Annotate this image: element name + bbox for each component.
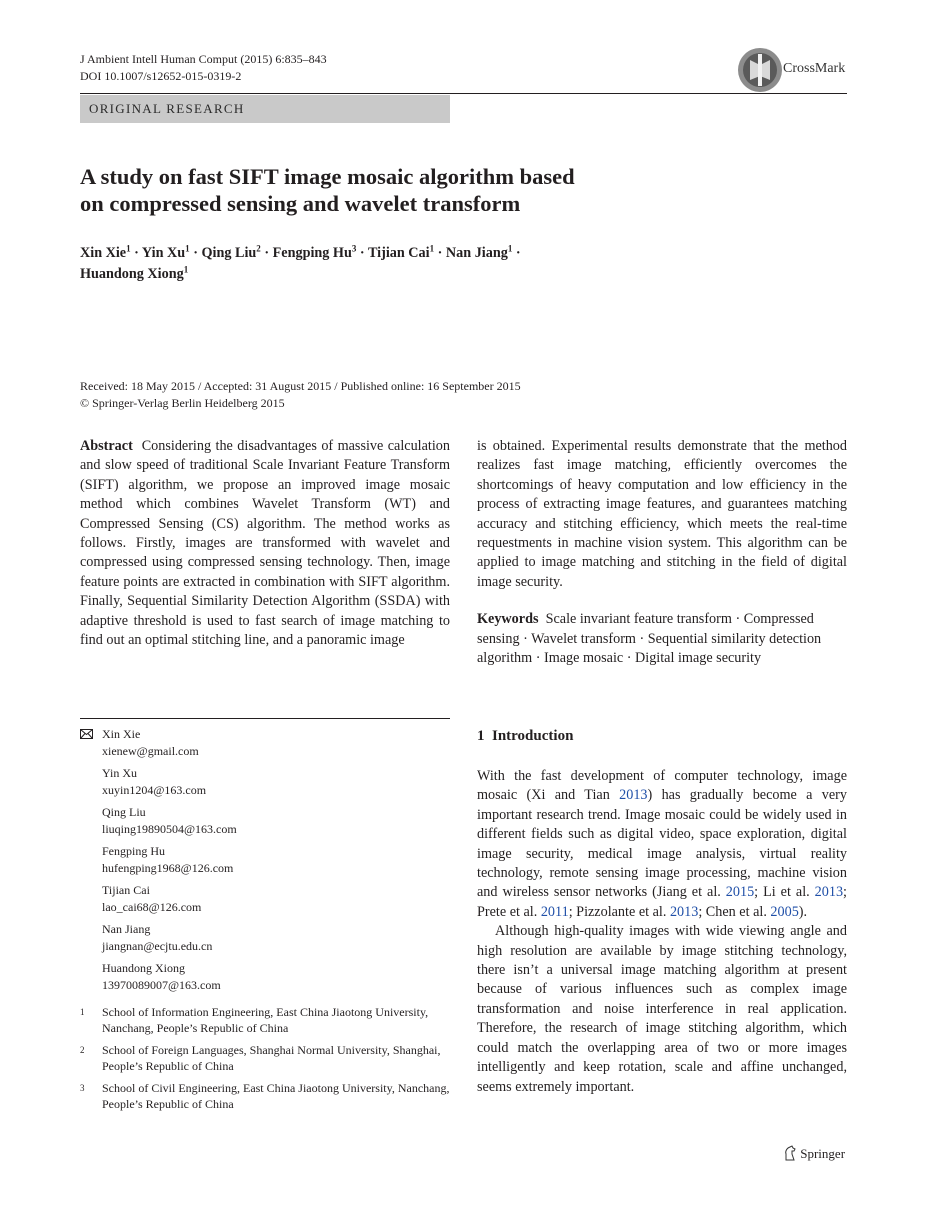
author-name: Qing Liu (201, 245, 257, 261)
citation-link[interactable]: 2015 (725, 884, 755, 901)
contact-email[interactable]: xuyin1204@163.com (102, 783, 207, 797)
doi[interactable]: DOI 10.1007/s12652-015-0319-2 (80, 69, 242, 83)
abstract-right-column (477, 437, 847, 668)
author[interactable] (368, 245, 434, 261)
keyword: Scale invariant feature transform (545, 611, 732, 628)
keywords-label: Keywords (477, 611, 539, 628)
affiliation-marker: 1 (183, 264, 189, 275)
contact-entry (80, 843, 450, 877)
author-separator: · (130, 245, 142, 261)
author-name: Tijian Cai (367, 245, 430, 261)
section-label: ORIGINAL RESEARCH (89, 101, 245, 116)
section-number: 1 (477, 728, 485, 744)
publication-dates (80, 378, 680, 412)
introduction-body (477, 767, 847, 1097)
contact-entry (80, 726, 450, 760)
contact-email[interactable]: liuqing19890504@163.com (102, 822, 237, 836)
envelope-icon (80, 729, 93, 739)
affiliation-marker: 3 (351, 243, 357, 254)
paragraph: Although high-quality images with wide viewing angle and high resolution are available by image stitching technology, there isn’t a universal image matching algorithm at present because of various influences such as complex image transformation and noise interference in real application. Therefore, the research of image stitching algorithm, which could match the overlapping area of two or more images intelligently and keep rotation, scale and affine unchanged, seems extremely important. (477, 923, 847, 1095)
affiliation-marker: 2 (256, 243, 261, 254)
contact-name: Nan Jiang (102, 922, 151, 936)
affiliation-marker: 1 (126, 243, 131, 254)
contact-name: Tijian Cai (102, 883, 150, 897)
keyword-separator: · (519, 630, 532, 647)
author-name: Yin Xu (141, 245, 186, 261)
affiliation-entry (80, 1042, 450, 1074)
contact-entry (80, 882, 450, 916)
section-title: Introduction (492, 728, 574, 744)
affiliation-text: School of Foreign Languages, Shanghai Normal University, Shanghai, People’s Republic of China (102, 1043, 441, 1073)
abstract-text: Considering the disadvantages of massive calculation and slow speed of traditional Scale Invariant Feature Transform (SIFT) algorithm, we propose an improved image mosaic method which combines Wavelet Transform (WT) and Compressed Sensing (CS) algorithm. The method works as follows. Firstly, images are transformed with wavelet and compressed using compressed sensing technology. Then, image feature points are extracted in combination with SIFT algorithm. Finally, Sequential Similarity Detection Algorithm (SSDA) with adaptive threshold is used to fast search of image matching to find out an optimal stitching line, and a panoramic image (80, 438, 450, 649)
crossmark-badge[interactable] (736, 46, 876, 94)
journal-citation: J Ambient Intell Human Comput (2015) 6:835–843 (80, 52, 327, 66)
article-title (80, 163, 780, 217)
section-banner (80, 95, 450, 123)
citation-link[interactable]: 2013 (619, 787, 648, 804)
contact-entry (80, 804, 450, 838)
header-rule (80, 93, 847, 94)
keyword: Wavelet transform (531, 630, 636, 647)
contact-name: Yin Xu (102, 766, 138, 780)
crossmark-icon (736, 46, 784, 94)
keywords-block (477, 610, 847, 668)
keyword: Digital image security (635, 650, 762, 667)
affiliations (80, 1004, 450, 1118)
section-heading-introduction (477, 728, 573, 745)
author-separator: · (512, 245, 521, 261)
author[interactable] (201, 245, 260, 261)
title-line: on compressed sensing and wavelet transform (80, 191, 521, 216)
citation-link[interactable]: 2013 (814, 884, 844, 901)
publisher-footer (783, 1145, 845, 1162)
author-name: Xin Xie (80, 245, 127, 261)
author[interactable] (273, 245, 357, 261)
author-separator: · (189, 245, 202, 261)
author-name: Fengping Hu (272, 245, 352, 261)
affiliation-number: 3 (80, 1083, 85, 1093)
keyword-separator: · (532, 650, 544, 667)
contact-email[interactable]: xienew@gmail.com (102, 744, 199, 758)
dates-line: Received: 18 May 2015 / Accepted: 31 August 2015 / Published online: 16 September 2015 (80, 379, 521, 393)
author[interactable] (80, 245, 131, 261)
affiliation-marker: 1 (185, 243, 190, 254)
author-list (80, 243, 780, 285)
abstract-left-column (80, 437, 450, 650)
keyword-separator: · (635, 630, 648, 647)
keyword-separator: · (731, 611, 744, 628)
contact-name: Qing Liu (102, 805, 146, 819)
publisher-name: Springer (800, 1146, 846, 1161)
citation-link[interactable]: 2013 (669, 903, 699, 920)
author-separator: · (356, 245, 368, 261)
title-line: A study on fast SIFT image mosaic algorithm based (80, 164, 575, 189)
affiliation-marker: 1 (507, 243, 513, 254)
author-name: Huandong Xiong (80, 266, 184, 282)
contact-name: Fengping Hu (102, 844, 165, 858)
contact-email[interactable]: lao_cai68@126.com (102, 900, 202, 914)
citation-link[interactable]: 2005 (770, 903, 799, 920)
corresponding-contacts (80, 726, 450, 999)
keyword: Compressed sensing (477, 611, 814, 647)
author[interactable] (142, 245, 190, 261)
crossmark-label: CrossMark (783, 61, 846, 76)
affiliation-entry (80, 1080, 450, 1112)
copyright-line: © Springer-Verlag Berlin Heidelberg 2015 (80, 396, 285, 410)
contact-entry (80, 960, 450, 994)
affiliation-text: School of Information Engineering, East China Jiaotong University, Nanchang, People’s Republic of China (102, 1005, 429, 1035)
keyword: Sequential similarity detection algorithm (477, 630, 822, 667)
footnote-rule (80, 718, 450, 719)
contact-entry (80, 765, 450, 799)
affiliation-entry (80, 1004, 450, 1036)
author-separator: · (434, 245, 446, 261)
springer-horse-icon (783, 1145, 797, 1161)
contact-entry (80, 921, 450, 955)
affiliation-text: School of Civil Engineering, East China Jiaotong University, Nanchang, People’s Republic of China (102, 1081, 450, 1111)
affiliation-number: 2 (80, 1045, 85, 1055)
author-name: Nan Jiang (445, 245, 508, 261)
citation-link[interactable]: 2011 (540, 903, 569, 920)
keyword: Image mosaic (544, 650, 624, 667)
author-separator: · (260, 245, 273, 261)
contact-email[interactable]: jiangnan@ecjtu.edu.cn (102, 939, 213, 953)
affiliation-marker: 1 (429, 243, 435, 254)
keyword-separator: · (623, 650, 636, 667)
contact-name: Huandong Xiong (102, 961, 185, 975)
paragraph: With the fast development of computer technology, image mosaic (Xi and Tian 2013) has gradually become a very important research trend. Image mosaic could be widely used in different fields such as digital video, space exploration, digital image security, medical image analysis, virtual reality technology, remote sensing image processing, machine vision and wireless sensor networks (Jiang et al. 2015; Li et al. 2013; Prete et al. 2011; Pizzolante et al. 2013; Chen et al. 2005). (477, 768, 847, 920)
contact-email[interactable]: 13970089007@163.com (102, 978, 221, 992)
abstract-text-continued: is obtained. Experimental results demonstrate that the method realizes fast image matching, efficiently overcomes the shortcomings of heavy computation and low efficiency in the process of extracting image features, and guarantees matching accuracy and stitching efficiency, which meets the real-time requestments in machine vision system. This algorithm can be applied to image matching and stitching in the field of digital image security. (477, 438, 847, 590)
author[interactable] (80, 266, 188, 282)
abstract-label: Abstract (80, 438, 133, 454)
contact-name: Xin Xie (102, 727, 141, 741)
affiliation-number: 1 (80, 1007, 85, 1017)
author[interactable] (446, 245, 512, 261)
contact-email[interactable]: hufengping1968@126.com (102, 861, 234, 875)
